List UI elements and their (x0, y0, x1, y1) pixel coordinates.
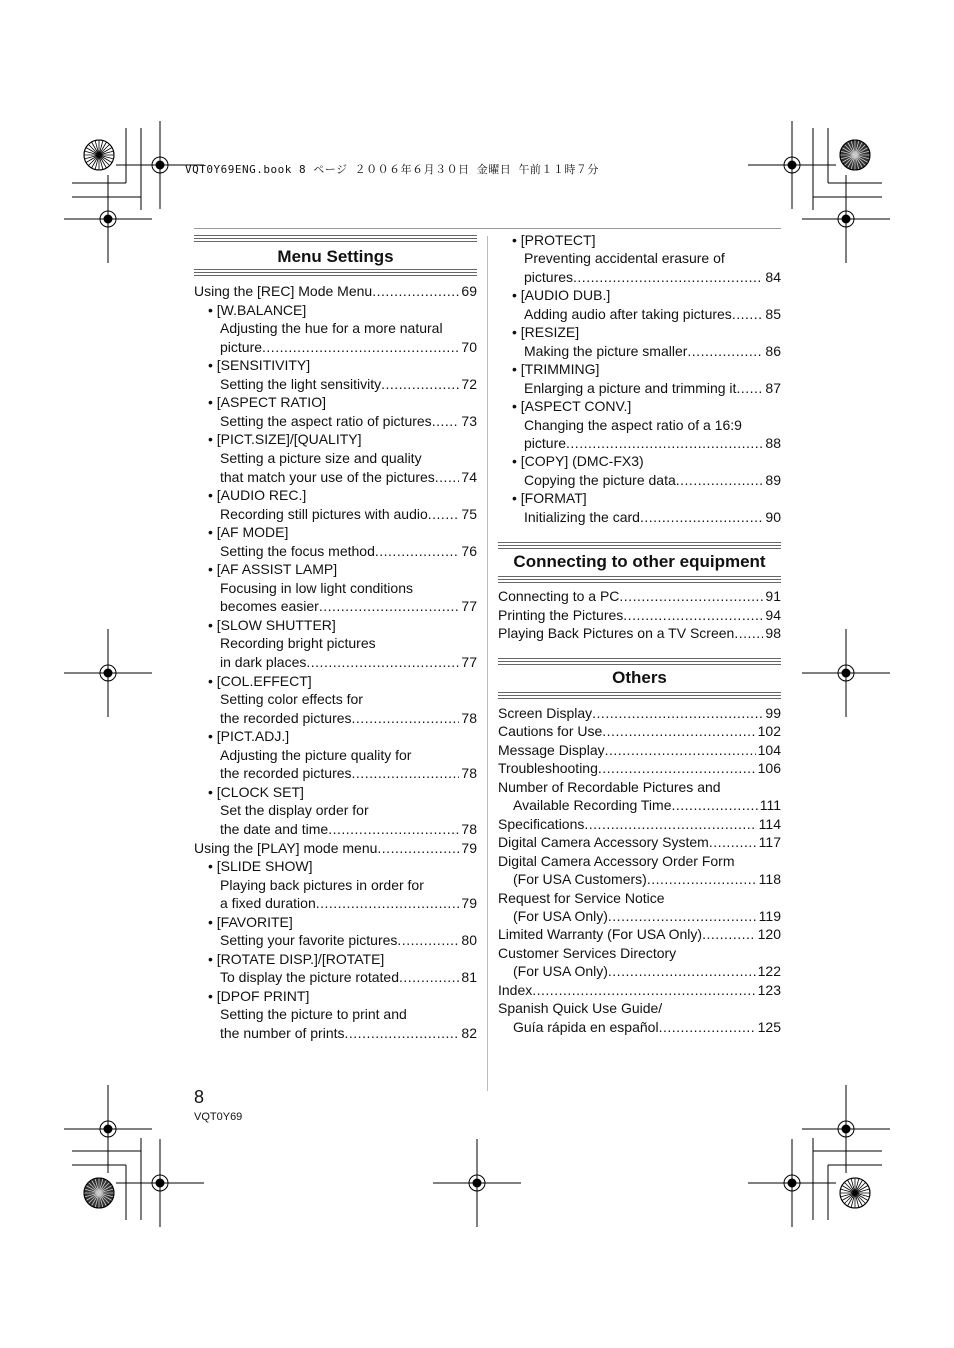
toc-page-number: 75 (461, 505, 477, 522)
toc-entry-text: Adjusting the picture quality for (220, 746, 412, 763)
toc-entry-text: • [TRIMMING] (512, 360, 599, 379)
toc-entry (512, 452, 781, 471)
toc-entry (220, 876, 477, 895)
toc-page-number: 86 (765, 342, 781, 359)
toc-page-number: 87 (765, 379, 781, 396)
toc-entry (220, 1005, 477, 1024)
toc-page-number: 118 (758, 871, 781, 888)
toc-entry (208, 616, 477, 635)
toc-entry (220, 931, 477, 950)
dot-leader (372, 282, 459, 301)
dot-leader (602, 722, 755, 741)
toc-entry-text: Specifications (498, 815, 585, 832)
toc-entry (512, 323, 781, 342)
toc-entry (524, 508, 781, 527)
toc-entry (194, 282, 477, 301)
dot-leader (573, 268, 763, 287)
toc-entry (512, 286, 781, 305)
toc-entry-text: • [DPOF PRINT] (208, 987, 309, 1006)
toc-page-number: 72 (461, 375, 477, 392)
toc-entry-text: in dark places (220, 654, 307, 670)
toc-entry-text: Set the display order for (220, 802, 369, 819)
toc-entry-text: Changing the aspect ratio of a 16:9 (524, 416, 742, 433)
toc-entry-text: the number of prints (220, 1025, 345, 1041)
toc-entry-text: • [W.BALANCE] (208, 301, 306, 320)
toc-entry (513, 1018, 781, 1037)
dot-leader (399, 968, 459, 987)
toc-page-number: 78 (461, 709, 477, 726)
toc-page-number: 99 (765, 705, 781, 721)
toc-entry-text: • [AF MODE] (208, 523, 288, 542)
toc-entry-text: Digital Camera Accessory Order Form (498, 852, 735, 869)
toc-page-number: 70 (461, 338, 477, 355)
toc-entry-text: Message Display (498, 741, 605, 758)
toc-entry (208, 987, 477, 1006)
toc-entry (498, 981, 781, 1000)
toc-entry-text: Copying the picture data (524, 471, 676, 488)
toc-page-number: 123 (757, 981, 781, 998)
toc-entry (498, 741, 781, 760)
toc-page-number: 119 (758, 907, 781, 924)
toc-entry (524, 434, 781, 453)
toc-page-number: 125 (757, 1018, 781, 1035)
toc-entry-text: (For USA Only) (513, 963, 608, 980)
toc-entry (498, 852, 781, 871)
toc-entry-text: Recording still pictures with audio (220, 505, 428, 522)
toc-entry-text: Initializing the card (524, 508, 640, 525)
toc-entry-text: To display the picture rotated (220, 969, 399, 986)
toc-entry-text: Number of Recordable Pictures and (498, 778, 721, 795)
toc-entry-text: • [CLOCK SET] (208, 783, 304, 802)
toc-page-number: 81 (461, 969, 477, 986)
dot-leader (306, 653, 459, 672)
toc-entry (513, 870, 781, 889)
toc-entry-text: • [RESIZE] (512, 323, 579, 342)
toc-page-number: 78 (461, 765, 477, 782)
toc-entry (220, 764, 477, 783)
toc-entry (208, 430, 477, 449)
dot-leader (432, 412, 460, 431)
toc-entry-text: • [SENSITIVITY] (208, 356, 310, 375)
toc-entry (524, 416, 781, 435)
toc-entry (208, 486, 477, 505)
toc-entry-text: • [FAVORITE] (208, 913, 293, 932)
toc-page-number: 79 (461, 839, 477, 856)
toc-page-number: 85 (765, 305, 781, 322)
toc-entry (513, 962, 781, 981)
toc-entry-text: Playing back pictures in order for (220, 876, 424, 893)
toc-entry (208, 393, 477, 412)
dot-leader (532, 981, 755, 1000)
toc-page-number: 111 (759, 797, 781, 814)
toc-entry-text: • [PROTECT] (512, 231, 595, 250)
toc-entry-text: Screen Display (498, 705, 593, 721)
toc-entry-text: a fixed duration (220, 895, 316, 912)
toc-entry-text: Adjusting the hue for a more natural (220, 320, 443, 337)
toc-page-number: 114 (758, 815, 781, 832)
toc-entry (498, 624, 781, 643)
toc-page-number: 117 (758, 834, 781, 851)
toc-entry (220, 579, 477, 598)
toc-entry (220, 894, 477, 913)
toc-entry-text: • [COL.EFFECT] (208, 672, 312, 691)
toc-entry (498, 606, 781, 625)
toc-entry (220, 468, 477, 487)
toc-entry-text: (For USA Only) (513, 907, 608, 924)
toc-entry (524, 249, 781, 268)
dot-leader (672, 796, 758, 815)
toc-entry (512, 360, 781, 379)
toc-entry (524, 305, 781, 324)
dot-leader (676, 471, 764, 490)
toc-entry (498, 587, 781, 606)
dot-leader (397, 931, 459, 950)
toc-page-number: 102 (757, 723, 781, 740)
toc-entry-text: picture (524, 434, 567, 451)
toc-entry (524, 379, 781, 398)
toc-entry-text: Using the [REC] Mode Menu (194, 283, 373, 299)
toc-entry (220, 1024, 477, 1043)
toc-entry (208, 950, 477, 969)
dot-leader (598, 759, 756, 778)
dot-leader (734, 624, 763, 643)
toc-entry-text: • [SLOW SHUTTER] (208, 616, 336, 635)
dot-leader (619, 587, 763, 606)
toc-entry (498, 722, 781, 741)
toc-entry-text: Digital Camera Accessory System (498, 834, 709, 851)
toc-entry-text: Setting a picture size and quality (220, 449, 422, 466)
toc-entry (220, 412, 477, 431)
dot-leader (352, 709, 460, 728)
toc-entry (498, 944, 781, 963)
toc-entry (220, 375, 477, 394)
toc-entry (498, 778, 781, 797)
toc-entry-text: Setting the picture to print and (220, 1006, 407, 1023)
dot-leader (316, 894, 460, 913)
toc-entry-text: the date and time (220, 820, 329, 837)
dot-leader (377, 839, 459, 858)
toc-entry-text: • [ASPECT CONV.] (512, 397, 631, 416)
dot-leader (640, 508, 763, 527)
toc-entry-text: Cautions for Use (498, 723, 603, 740)
toc-page-number: 73 (461, 412, 477, 429)
dot-leader (584, 815, 756, 834)
toc-entry-text: Setting the aspect ratio of pictures (220, 412, 432, 429)
toc-entry (220, 746, 477, 765)
toc-entry (498, 815, 781, 834)
toc-entry-text: • [FORMAT] (512, 489, 587, 508)
toc-page-number: 78 (461, 820, 477, 837)
toc-entry-text: becomes easier (220, 598, 319, 615)
toc-page-number: 122 (757, 963, 781, 980)
toc-entry-text: Spanish Quick Use Guide/ (498, 1000, 663, 1017)
toc-page-number: 120 (757, 926, 781, 943)
dot-leader (605, 741, 756, 760)
toc-entry (220, 653, 477, 672)
toc-entry (220, 597, 477, 616)
toc-entry (512, 397, 781, 416)
toc-entry-text: • [AUDIO REC.] (208, 486, 306, 505)
toc-entry-text: Request for Service Notice (498, 889, 665, 906)
toc-entry (498, 759, 781, 778)
toc-page-number: 74 (461, 468, 477, 485)
toc-entry (498, 925, 781, 944)
section-title-menu-settings: Menu Settings (277, 247, 394, 266)
top-rule-right (194, 228, 781, 229)
toc-page-number: 88 (765, 434, 781, 451)
dot-leader (428, 505, 460, 524)
toc-entry-text: • [PICT.ADJ.] (208, 727, 289, 746)
toc-entry-text: Setting the light sensitivity (220, 375, 382, 392)
dot-leader (592, 704, 763, 723)
toc-entry (220, 505, 477, 524)
toc-entry-text: the recorded pictures (220, 709, 352, 726)
toc-entry (524, 268, 781, 287)
toc-entry-text: that match your use of the pictures (220, 468, 435, 485)
toc-entry (220, 542, 477, 561)
toc-entry (194, 839, 477, 858)
toc-entry (512, 231, 781, 250)
toc-entry (524, 342, 781, 361)
toc-entry-text: Using the [PLAY] mode menu (194, 839, 378, 856)
toc-entry (220, 709, 477, 728)
model-code: VQT0Y69 (194, 1111, 243, 1123)
toc-entry-text: Customer Services Directory (498, 944, 677, 961)
dot-leader (659, 1018, 756, 1037)
toc-entry-text: Setting the focus method (220, 542, 375, 559)
dot-leader (375, 542, 460, 561)
dot-leader (687, 342, 763, 361)
dot-leader (262, 338, 459, 357)
toc-entry-text: Focusing in low light conditions (220, 579, 413, 596)
toc-entry-text: Troubleshooting (498, 760, 598, 777)
dot-leader (647, 870, 757, 889)
toc-page-number: 98 (765, 625, 781, 642)
toc-entry (220, 338, 477, 357)
toc-entry-text: Index (498, 981, 533, 998)
toc-page-number: 89 (765, 471, 781, 488)
dot-leader (623, 606, 763, 625)
toc-page-number: 91 (765, 588, 781, 604)
page-number: 8 (194, 1087, 205, 1107)
toc-entry (208, 857, 477, 876)
toc-page-number: 84 (765, 268, 781, 285)
toc-entry (220, 449, 477, 468)
toc-entry-text: • [PICT.SIZE]/[QUALITY] (208, 430, 362, 449)
toc-entry (220, 820, 477, 839)
toc-page-number: 76 (461, 542, 477, 559)
toc-entry (208, 356, 477, 375)
toc-entry (498, 999, 781, 1018)
toc-page-number: 79 (461, 895, 477, 912)
toc-entry (208, 560, 477, 579)
toc-entry (524, 471, 781, 490)
toc-entry-text: • [AF ASSIST LAMP] (208, 560, 337, 579)
toc-entry-text: Setting color effects for (220, 691, 363, 708)
toc-entry (208, 523, 477, 542)
toc-entry-text: Making the picture smaller (524, 342, 688, 359)
toc-entry-text: Printing the Pictures (498, 606, 624, 623)
toc-entry (513, 907, 781, 926)
print-header-line: VQT0Y69ENG.book 8 ページ ２００６年６月３０日 金曜日 午前１１時７分 (185, 163, 599, 176)
toc-entry-text: pictures (524, 268, 574, 285)
toc-entry-text: • [ASPECT RATIO] (208, 393, 326, 412)
dot-leader (566, 434, 763, 453)
column-divider (487, 236, 488, 1091)
toc-entry-text: Adding audio after taking pictures (524, 305, 732, 322)
dot-leader (732, 305, 764, 324)
toc-entry-text: Guía rápida en español (513, 1018, 659, 1035)
dot-leader (736, 379, 763, 398)
toc-entry-text: Limited Warranty (For USA Only) (498, 926, 703, 943)
toc-page-number: 94 (765, 606, 781, 623)
dot-leader (709, 833, 757, 852)
toc-page-number: 90 (765, 508, 781, 525)
section-title-connecting: Connecting to other equipment (513, 552, 766, 571)
dot-leader (381, 375, 459, 394)
toc-entry (498, 833, 781, 852)
dot-leader (702, 925, 756, 944)
toc-entry-text: Recording bright pictures (220, 635, 376, 652)
dot-leader (608, 907, 757, 926)
toc-entry (220, 319, 477, 338)
toc-entry (220, 801, 477, 820)
toc-entry (220, 690, 477, 709)
section-title-others: Others (612, 668, 667, 687)
toc-entry-text: • [AUDIO DUB.] (512, 286, 610, 305)
toc-page-number: 80 (461, 932, 477, 949)
toc-entry-text: the recorded pictures (220, 765, 352, 782)
dot-leader (352, 764, 460, 783)
toc-page-number: 77 (461, 598, 477, 615)
toc-entry-text: picture (220, 338, 263, 355)
toc-entry (208, 672, 477, 691)
toc-entry (498, 889, 781, 908)
toc-entry-text: • [COPY] (DMC-FX3) (512, 452, 644, 471)
dot-leader (345, 1024, 460, 1043)
toc-page-number: 104 (757, 741, 781, 758)
toc-entry (208, 301, 477, 320)
dot-leader (319, 597, 460, 616)
toc-page-number: 69 (461, 283, 477, 299)
toc-entry (208, 727, 477, 746)
toc-entry-text: Available Recording Time (513, 797, 672, 814)
toc-entry-text: • [SLIDE SHOW] (208, 857, 312, 876)
toc-entry (512, 489, 781, 508)
toc-entry-text: • [ROTATE DISP.]/[ROTATE] (208, 950, 384, 969)
dot-leader (608, 962, 756, 981)
toc-entry (498, 704, 781, 723)
toc-entry (208, 913, 477, 932)
toc-entry (220, 968, 477, 987)
toc-page-number: 82 (461, 1025, 477, 1041)
toc-entry-text: Connecting to a PC (498, 588, 620, 604)
dot-leader (328, 820, 459, 839)
toc-entry-text: Setting your favorite pictures (220, 932, 398, 949)
toc-entry-text: Enlarging a picture and trimming it (524, 379, 737, 396)
toc-page-number: 106 (757, 760, 781, 777)
dot-leader (435, 468, 460, 487)
toc-entry (220, 634, 477, 653)
toc-page-number: 77 (461, 654, 477, 670)
toc-entry-text: (For USA Customers) (513, 871, 647, 888)
toc-entry-text: Preventing accidental erasure of (524, 250, 725, 267)
toc-entry-text: Playing Back Pictures on a TV Screen (498, 625, 735, 642)
toc-entry (513, 796, 781, 815)
toc-entry (208, 783, 477, 802)
